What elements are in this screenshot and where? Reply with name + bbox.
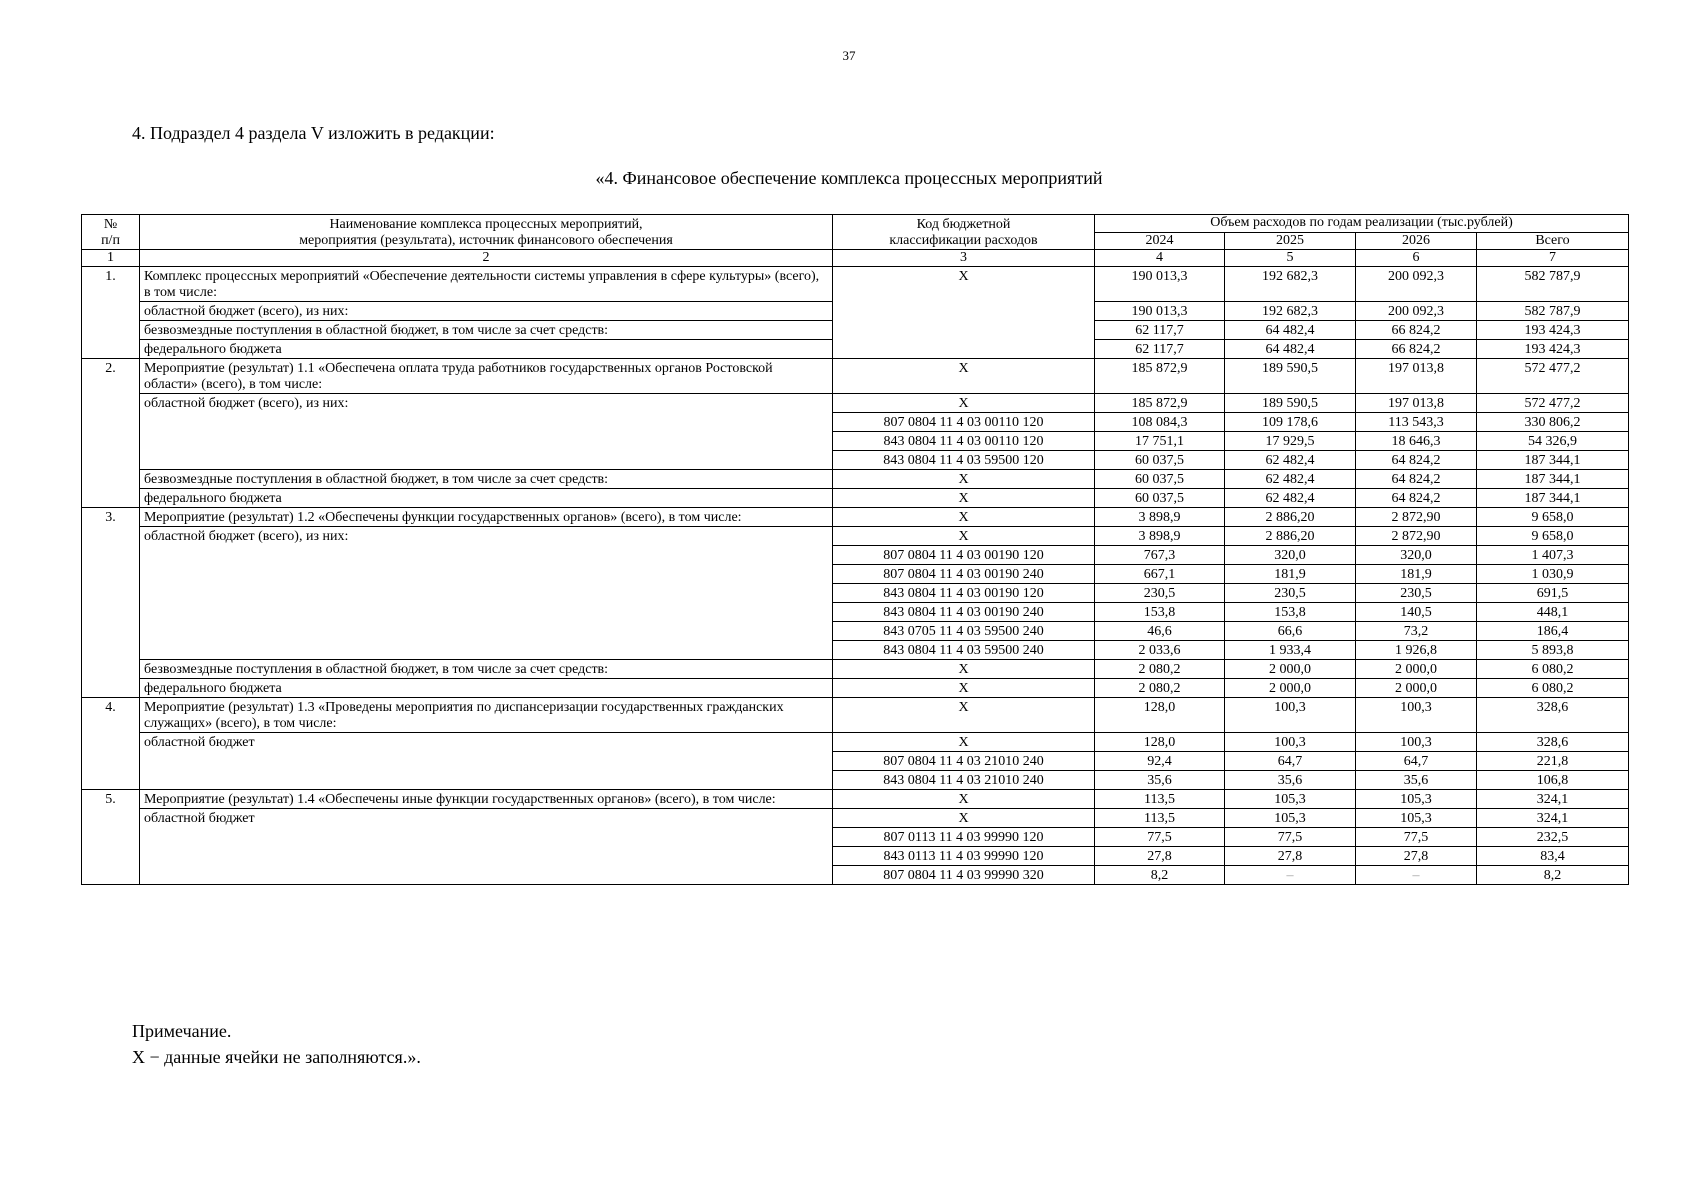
header-row-1	[82, 215, 1629, 233]
value-2024: 185 872,9	[1095, 394, 1225, 413]
value-2024: 60 037,5	[1095, 451, 1225, 470]
row-name: федерального бюджета	[140, 340, 833, 359]
value-2024: 767,3	[1095, 546, 1225, 565]
value-2026: 200 092,3	[1356, 267, 1477, 302]
value-2025: 2 886,20	[1225, 527, 1356, 546]
value-2024: 8,2	[1095, 866, 1225, 885]
header-year-2024: 2024	[1095, 232, 1225, 250]
value-2024: 60 037,5	[1095, 489, 1225, 508]
value-2026: 197 013,8	[1356, 359, 1477, 394]
value-2024: 27,8	[1095, 847, 1225, 866]
value-2024: 62 117,7	[1095, 340, 1225, 359]
row-name: федерального бюджета	[140, 679, 833, 698]
value-2025: 320,0	[1225, 546, 1356, 565]
value-2025: 192 682,3	[1225, 302, 1356, 321]
value-2024: 2 080,2	[1095, 679, 1225, 698]
header-total: Всего	[1477, 232, 1629, 250]
row-code: 843 0804 11 4 03 00110 120	[833, 432, 1095, 451]
header-volume: Объем расходов по годам реализации (тыс.рублей)	[1095, 215, 1629, 233]
row-name: безвозмездные поступления в областной бюджет, в том числе за счет средств:	[140, 321, 833, 340]
table-row	[82, 470, 1629, 489]
column-numbers-row	[82, 250, 1629, 267]
value-2024: 17 751,1	[1095, 432, 1225, 451]
row-code: X	[833, 359, 1095, 394]
value-2026: 64 824,2	[1356, 489, 1477, 508]
row-number: 5.	[82, 790, 140, 885]
table-row	[82, 508, 1629, 527]
value-2024: 190 013,3	[1095, 267, 1225, 302]
value-2026: 105,3	[1356, 809, 1477, 828]
value-total: 572 477,2	[1477, 359, 1629, 394]
value-total: 328,6	[1477, 698, 1629, 733]
table-row	[82, 733, 1629, 752]
value-2025: 62 482,4	[1225, 451, 1356, 470]
value-2026: 66 824,2	[1356, 321, 1477, 340]
value-2024: 185 872,9	[1095, 359, 1225, 394]
value-total: 1 407,3	[1477, 546, 1629, 565]
note	[132, 1018, 421, 1070]
header-year-2025: 2025	[1225, 232, 1356, 250]
value-total: 187 344,1	[1477, 451, 1629, 470]
value-2026: 2 000,0	[1356, 679, 1477, 698]
row-code: 843 0804 11 4 03 59500 240	[833, 641, 1095, 660]
value-2024: 60 037,5	[1095, 470, 1225, 489]
value-2025: 64 482,4	[1225, 321, 1356, 340]
value-total: 106,8	[1477, 771, 1629, 790]
table-row	[82, 394, 1629, 413]
value-2026: 77,5	[1356, 828, 1477, 847]
row-code: 843 0804 11 4 03 00190 240	[833, 603, 1095, 622]
value-2025: 2 000,0	[1225, 679, 1356, 698]
value-2025: 62 482,4	[1225, 489, 1356, 508]
header-year-2026: 2026	[1356, 232, 1477, 250]
value-2024: 92,4	[1095, 752, 1225, 771]
value-total: 193 424,3	[1477, 321, 1629, 340]
table-row	[82, 527, 1629, 546]
table-row	[82, 489, 1629, 508]
row-code: X	[833, 394, 1095, 413]
row-code: X	[833, 527, 1095, 546]
row-code: X	[833, 489, 1095, 508]
col-number: 2	[140, 250, 833, 267]
note-title: Примечание.	[132, 1021, 232, 1041]
row-name: Мероприятие (результат) 1.3 «Проведены мероприятия по диспансеризации государственных гражданских служащих» (всего), в том числе:	[140, 698, 833, 733]
value-total: 83,4	[1477, 847, 1629, 866]
value-2026: 100,3	[1356, 733, 1477, 752]
table-row	[82, 809, 1629, 828]
value-total: 187 344,1	[1477, 470, 1629, 489]
value-total: 5 893,8	[1477, 641, 1629, 660]
row-code: 807 0113 11 4 03 99990 120	[833, 828, 1095, 847]
value-2025: 189 590,5	[1225, 394, 1356, 413]
row-code: X	[833, 809, 1095, 828]
value-2026: 18 646,3	[1356, 432, 1477, 451]
col-number: 7	[1477, 250, 1629, 267]
row-code: 843 0804 11 4 03 00190 120	[833, 584, 1095, 603]
col-number: 1	[82, 250, 140, 267]
value-total: 582 787,9	[1477, 267, 1629, 302]
intro-text: 4. Подраздел 4 раздела V изложить в редакции:	[132, 123, 495, 143]
value-2025: –	[1225, 866, 1356, 885]
value-2026: 140,5	[1356, 603, 1477, 622]
row-code: X	[833, 267, 1095, 359]
value-2026: 105,3	[1356, 790, 1477, 809]
row-name: областной бюджет	[140, 809, 833, 885]
row-code: 807 0804 11 4 03 00190 120	[833, 546, 1095, 565]
value-2024: 46,6	[1095, 622, 1225, 641]
value-2025: 2 886,20	[1225, 508, 1356, 527]
value-2026: 1 926,8	[1356, 641, 1477, 660]
section-title: «4. Финансовое обеспечение комплекса процессных мероприятий	[595, 168, 1103, 188]
value-2026: 320,0	[1356, 546, 1477, 565]
value-2024: 3 898,9	[1095, 527, 1225, 546]
value-2026: 197 013,8	[1356, 394, 1477, 413]
row-code: 843 0804 11 4 03 21010 240	[833, 771, 1095, 790]
value-2025: 192 682,3	[1225, 267, 1356, 302]
row-code: X	[833, 660, 1095, 679]
header-code: Код бюджетной классификации расходов	[833, 215, 1095, 250]
value-2024: 2 033,6	[1095, 641, 1225, 660]
col-number: 4	[1095, 250, 1225, 267]
value-2026: 200 092,3	[1356, 302, 1477, 321]
col-number: 5	[1225, 250, 1356, 267]
value-2024: 62 117,7	[1095, 321, 1225, 340]
value-2025: 64,7	[1225, 752, 1356, 771]
value-total: 9 658,0	[1477, 508, 1629, 527]
value-total: 572 477,2	[1477, 394, 1629, 413]
value-2026: 27,8	[1356, 847, 1477, 866]
col-number: 3	[833, 250, 1095, 267]
value-2025: 27,8	[1225, 847, 1356, 866]
value-2024: 153,8	[1095, 603, 1225, 622]
value-total: 6 080,2	[1477, 660, 1629, 679]
value-total: 186,4	[1477, 622, 1629, 641]
row-name: областной бюджет (всего), из них:	[140, 302, 833, 321]
row-code: X	[833, 733, 1095, 752]
row-name: областной бюджет (всего), из них:	[140, 394, 833, 470]
value-total: 54 326,9	[1477, 432, 1629, 451]
value-2026: –	[1356, 866, 1477, 885]
value-total: 582 787,9	[1477, 302, 1629, 321]
value-2026: 64 824,2	[1356, 451, 1477, 470]
value-2024: 3 898,9	[1095, 508, 1225, 527]
row-name: областной бюджет	[140, 733, 833, 790]
value-2024: 2 080,2	[1095, 660, 1225, 679]
row-code: X	[833, 698, 1095, 733]
table-row	[82, 698, 1629, 733]
value-2025: 66,6	[1225, 622, 1356, 641]
row-name: Мероприятие (результат) 1.4 «Обеспечены иные функции государственных органов» (всего), в том числе:	[140, 790, 833, 809]
row-name: безвозмездные поступления в областной бюджет, в том числе за счет средств:	[140, 660, 833, 679]
value-total: 1 030,9	[1477, 565, 1629, 584]
value-2024: 128,0	[1095, 733, 1225, 752]
row-number: 3.	[82, 508, 140, 698]
row-code: 807 0804 11 4 03 00110 120	[833, 413, 1095, 432]
value-total: 9 658,0	[1477, 527, 1629, 546]
value-2026: 64,7	[1356, 752, 1477, 771]
row-code: 807 0804 11 4 03 99990 320	[833, 866, 1095, 885]
value-2024: 190 013,3	[1095, 302, 1225, 321]
value-2024: 230,5	[1095, 584, 1225, 603]
table-row	[82, 267, 1629, 302]
value-2025: 153,8	[1225, 603, 1356, 622]
value-2026: 230,5	[1356, 584, 1477, 603]
value-2025: 1 933,4	[1225, 641, 1356, 660]
value-2025: 230,5	[1225, 584, 1356, 603]
value-2025: 109 178,6	[1225, 413, 1356, 432]
value-2025: 35,6	[1225, 771, 1356, 790]
row-name: Комплекс процессных мероприятий «Обеспечение деятельности системы управления в сфере культуры» (всего), в том числе:	[140, 267, 833, 302]
value-2025: 105,3	[1225, 809, 1356, 828]
row-code: X	[833, 508, 1095, 527]
row-name: Мероприятие (результат) 1.2 «Обеспечены функции государственных органов» (всего), в том числе:	[140, 508, 833, 527]
header-name: Наименование комплекса процессных мероприятий, мероприятия (результата), источник финансового обеспечения	[140, 215, 833, 250]
row-code: 807 0804 11 4 03 21010 240	[833, 752, 1095, 771]
value-2026: 73,2	[1356, 622, 1477, 641]
row-code: 843 0705 11 4 03 59500 240	[833, 622, 1095, 641]
value-2024: 77,5	[1095, 828, 1225, 847]
value-2026: 2 872,90	[1356, 508, 1477, 527]
value-2026: 181,9	[1356, 565, 1477, 584]
value-2025: 64 482,4	[1225, 340, 1356, 359]
value-2025: 181,9	[1225, 565, 1356, 584]
value-2024: 113,5	[1095, 809, 1225, 828]
row-name: областной бюджет (всего), из них:	[140, 527, 833, 660]
row-code: 843 0113 11 4 03 99990 120	[833, 847, 1095, 866]
value-total: 324,1	[1477, 790, 1629, 809]
value-2024: 667,1	[1095, 565, 1225, 584]
row-code: X	[833, 679, 1095, 698]
value-total: 6 080,2	[1477, 679, 1629, 698]
row-number: 4.	[82, 698, 140, 790]
table-row	[82, 679, 1629, 698]
value-total: 330 806,2	[1477, 413, 1629, 432]
row-number: 2.	[82, 359, 140, 508]
value-2024: 128,0	[1095, 698, 1225, 733]
row-code: X	[833, 790, 1095, 809]
table-row	[82, 359, 1629, 394]
value-2024: 108 084,3	[1095, 413, 1225, 432]
finance-table	[81, 214, 1629, 885]
value-2026: 64 824,2	[1356, 470, 1477, 489]
row-name: безвозмездные поступления в областной бюджет, в том числе за счет средств:	[140, 470, 833, 489]
value-2026: 100,3	[1356, 698, 1477, 733]
value-2025: 62 482,4	[1225, 470, 1356, 489]
row-code: 843 0804 11 4 03 59500 120	[833, 451, 1095, 470]
row-name: федерального бюджета	[140, 489, 833, 508]
value-2025: 189 590,5	[1225, 359, 1356, 394]
value-total: 324,1	[1477, 809, 1629, 828]
header-num: № п/п	[82, 215, 140, 250]
table-row	[82, 660, 1629, 679]
value-2025: 100,3	[1225, 698, 1356, 733]
value-2025: 105,3	[1225, 790, 1356, 809]
value-2026: 113 543,3	[1356, 413, 1477, 432]
value-2026: 35,6	[1356, 771, 1477, 790]
value-2026: 2 000,0	[1356, 660, 1477, 679]
value-total: 328,6	[1477, 733, 1629, 752]
value-total: 448,1	[1477, 603, 1629, 622]
page-number: 37	[842, 48, 856, 63]
col-number: 6	[1356, 250, 1477, 267]
value-2024: 113,5	[1095, 790, 1225, 809]
value-2026: 2 872,90	[1356, 527, 1477, 546]
row-number: 1.	[82, 267, 140, 359]
note-text: X − данные ячейки не заполняются.».	[132, 1047, 421, 1067]
value-2026: 66 824,2	[1356, 340, 1477, 359]
value-total: 8,2	[1477, 866, 1629, 885]
row-code: 807 0804 11 4 03 00190 240	[833, 565, 1095, 584]
table-row	[82, 790, 1629, 809]
value-2025: 2 000,0	[1225, 660, 1356, 679]
value-2025: 100,3	[1225, 733, 1356, 752]
value-2025: 17 929,5	[1225, 432, 1356, 451]
value-2024: 35,6	[1095, 771, 1225, 790]
row-code: X	[833, 470, 1095, 489]
value-total: 193 424,3	[1477, 340, 1629, 359]
row-name: Мероприятие (результат) 1.1 «Обеспечена оплата труда работников государственных органов Ростовской области» (всего), в том числе:	[140, 359, 833, 394]
value-total: 221,8	[1477, 752, 1629, 771]
value-2025: 77,5	[1225, 828, 1356, 847]
value-total: 691,5	[1477, 584, 1629, 603]
value-total: 232,5	[1477, 828, 1629, 847]
value-total: 187 344,1	[1477, 489, 1629, 508]
